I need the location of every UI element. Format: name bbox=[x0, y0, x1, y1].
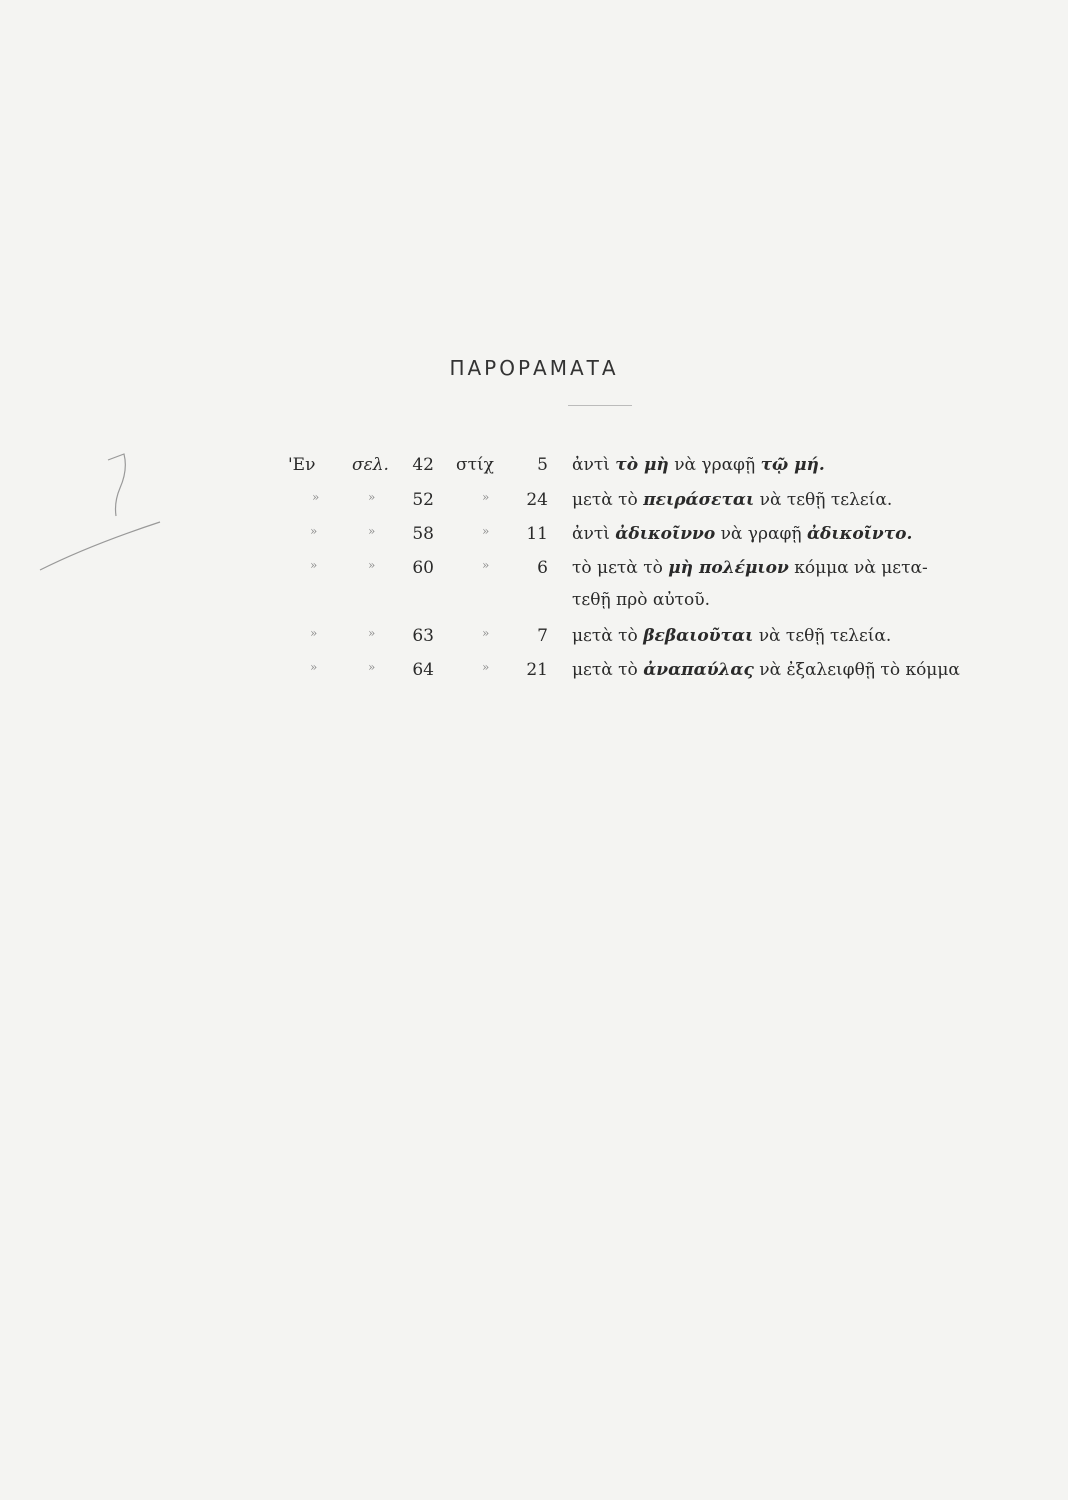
line-number: 24 bbox=[526, 490, 548, 510]
correction-term: ἀδικοῖννο bbox=[615, 524, 716, 544]
correction-part: μετὰ τὸ bbox=[572, 626, 638, 646]
pencil-annotation bbox=[0, 440, 200, 580]
correction-term: μὴ πολέμιον bbox=[668, 558, 789, 578]
page-number: 63 bbox=[412, 626, 434, 646]
correction-term: ἀναπαύλας bbox=[643, 660, 754, 680]
correction-term: τῷ μή. bbox=[760, 455, 825, 475]
ditto-mark: » bbox=[482, 626, 490, 640]
page-number: 58 bbox=[412, 524, 434, 544]
correction-part: νὰ τεθῇ τελεία. bbox=[759, 490, 893, 510]
correction-part: νὰ γραφῇ bbox=[674, 455, 756, 475]
correction-part: ἀντὶ bbox=[572, 524, 610, 544]
ditto-mark: » bbox=[368, 626, 376, 640]
page-number: 64 bbox=[412, 660, 434, 680]
ditto-mark: » bbox=[310, 626, 318, 640]
ditto-mark: » bbox=[310, 524, 318, 538]
correction-part: κόμμα νὰ μετα- bbox=[794, 558, 928, 578]
ditto-mark: » bbox=[482, 558, 490, 572]
prefix-en: 'Εν bbox=[288, 455, 316, 475]
line-number: 6 bbox=[537, 558, 548, 578]
ditto-mark: » bbox=[368, 524, 376, 538]
correction-term: τὸ μὴ bbox=[615, 455, 669, 475]
ditto-mark: » bbox=[482, 490, 490, 504]
correction-part: τὸ μετὰ τὸ bbox=[572, 558, 663, 578]
title-divider bbox=[568, 405, 632, 406]
line-number: 7 bbox=[537, 626, 548, 646]
correction-part: νὰ ἐξαλειφθῇ τὸ κόμμα bbox=[759, 660, 960, 680]
correction-text bbox=[572, 558, 928, 578]
correction-text bbox=[572, 660, 960, 680]
line-number: 11 bbox=[526, 524, 548, 544]
correction-part: μετὰ τὸ bbox=[572, 660, 638, 680]
ditto-mark: » bbox=[368, 490, 376, 504]
correction-text bbox=[572, 626, 891, 646]
line-number: 5 bbox=[537, 455, 548, 475]
ditto-mark: » bbox=[368, 558, 376, 572]
correction-text bbox=[572, 455, 825, 475]
ditto-mark: » bbox=[368, 660, 376, 674]
correction-part: νὰ τεθῇ τελεία. bbox=[758, 626, 892, 646]
ditto-mark: » bbox=[310, 558, 318, 572]
correction-term: ἀδικοῖντο. bbox=[806, 524, 913, 544]
ditto-mark: » bbox=[310, 660, 318, 674]
page-abbrev: σελ. bbox=[352, 455, 389, 475]
ditto-mark: » bbox=[312, 490, 320, 504]
correction-part: νὰ γραφῇ bbox=[720, 524, 802, 544]
correction-part: μετὰ τὸ bbox=[572, 490, 638, 510]
line-number: 21 bbox=[526, 660, 548, 680]
ditto-mark: » bbox=[482, 660, 490, 674]
correction-term: πειράσεται bbox=[643, 490, 755, 510]
correction-text bbox=[572, 524, 912, 544]
page-number: 60 bbox=[412, 558, 434, 578]
correction-text bbox=[572, 490, 892, 510]
correction-text: τεθῇ πρὸ αὐτοῦ. bbox=[572, 590, 711, 610]
page-number: 52 bbox=[412, 490, 434, 510]
ditto-mark: » bbox=[482, 524, 490, 538]
correction-term: βεβαιοῦται bbox=[643, 626, 754, 646]
page-title: ΠΑΡΟΡΑΜΑΤΑ bbox=[449, 356, 619, 380]
line-abbrev: στίχ bbox=[456, 455, 494, 475]
page-number: 42 bbox=[412, 455, 434, 475]
correction-part: ἀντὶ bbox=[572, 455, 610, 475]
